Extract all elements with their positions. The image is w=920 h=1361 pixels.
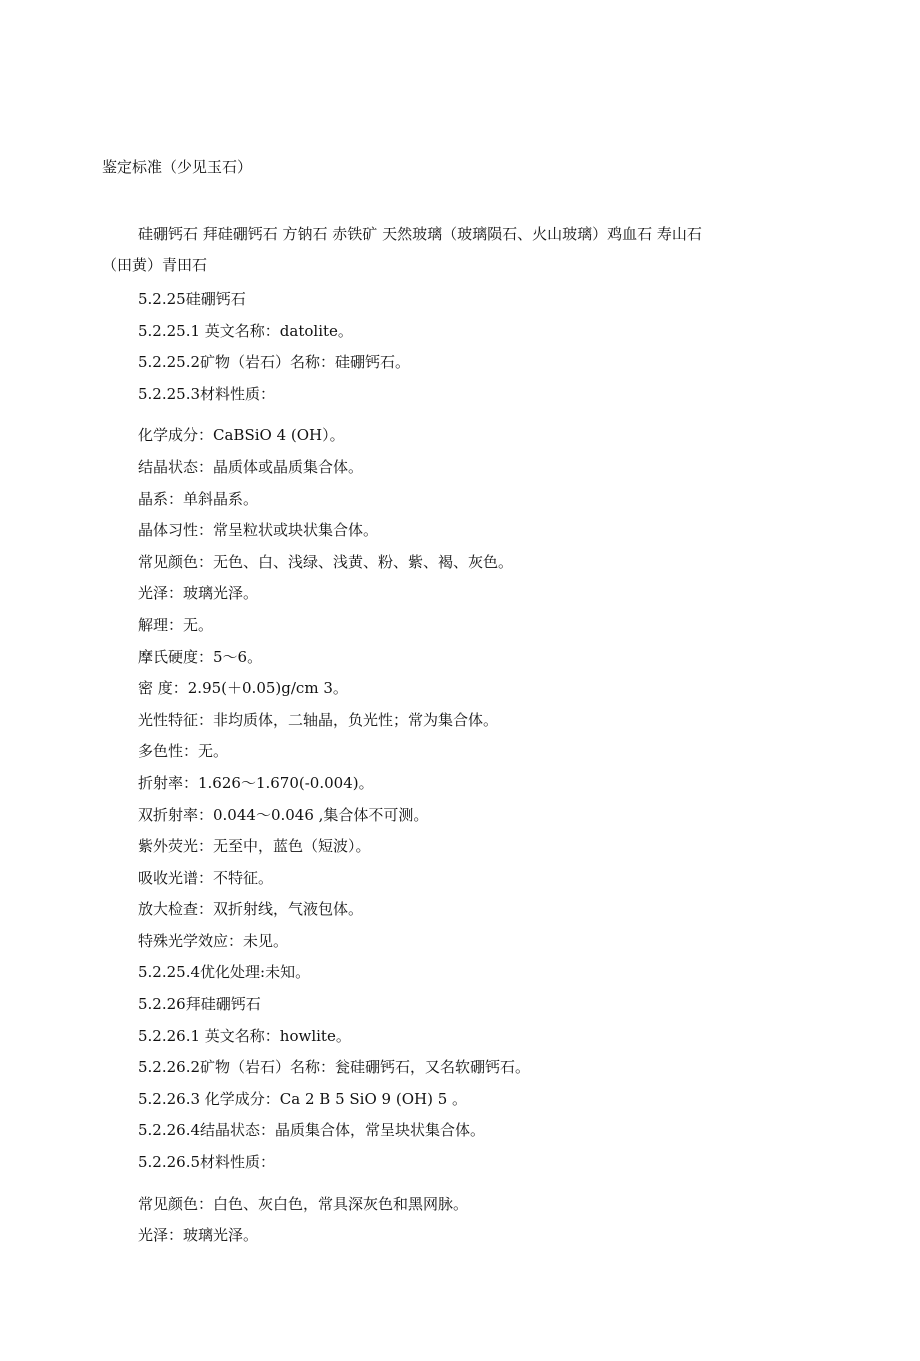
text-line: 5.2.25.1 英文名称：datolite。 (138, 321, 353, 340)
property-line: 放大检查：双折射线，气液包体。 (138, 900, 364, 919)
text-line: 5.2.26.4结晶状态：晶质集合体，常呈块状集合体。 (138, 1121, 486, 1140)
property-line: 多色性：无。 (138, 742, 229, 761)
property-line: 特殊光学效应：未见。 (138, 931, 289, 950)
content-lines (138, 284, 838, 1252)
subsection-heading: 5.2.26.5材料性质： (138, 1153, 276, 1172)
section-heading: 5.2.26拜硅硼钙石 (138, 995, 261, 1014)
section-heading: 5.2.25硅硼钙石 (138, 290, 246, 308)
property-line: 光泽：玻璃光泽。 (138, 584, 259, 603)
property-line: 结晶状态：晶质体或晶质集合体。 (138, 457, 364, 476)
text-line: 5.2.25.2矿物（岩石）名称：硅硼钙石。 (138, 353, 411, 372)
property-line: 双折射率：0.044～0.046 ,集合体不可测。 (138, 805, 429, 824)
property-line: 摩氏硬度：5～6。 (138, 647, 263, 666)
page-title: 鉴定标准（少见玉石） (102, 158, 253, 176)
property-line: 紫外荧光：无至中，蓝色（短波）。 (138, 837, 371, 856)
property-line: 化学成分：CaBSiO 4 (OH）。 (138, 426, 345, 445)
property-line: 密 度：2.95(＋0.05)g/cm 3。 (138, 679, 348, 698)
text-line: 5.2.26.3 化学成分：Ca 2 B 5 SiO 9 (OH) 5 。 (138, 1089, 468, 1108)
text-line: 5.2.26.2矿物（岩石）名称：瓮硅硼钙石，又名软硼钙石。 (138, 1058, 531, 1077)
property-line: 光性特征：非均质体，二轴晶，负光性；常为集合体。 (138, 710, 499, 729)
text-line: 5.2.26.1 英文名称：howlite。 (138, 1026, 351, 1045)
property-line: 晶系：单斜晶系。 (138, 489, 259, 508)
subsection-heading: 5.2.25.3材料性质： (138, 384, 276, 403)
property-line: 晶体习性：常呈粒状或块状集合体。 (138, 521, 379, 540)
property-line: 解理：无。 (138, 615, 214, 634)
text-line: 5.2.25.4优化处理:未知。 (138, 963, 311, 982)
property-line: 光泽：玻璃光泽。 (138, 1226, 259, 1245)
property-line: 常见颜色：无色、白、浅绿、浅黄、粉、紫、褐、灰色。 (138, 552, 514, 571)
intro-paragraph: 硅硼钙石 拜硅硼钙石 方钠石 赤铁矿 天然玻璃（玻璃陨石、火山玻璃）鸡血石 寿山石（田黄）青田石 (102, 225, 702, 274)
property-line: 吸收光谱：不特征。 (138, 868, 274, 887)
property-line: 折射率：1.626～1.670(-0.004)。 (138, 773, 374, 792)
property-line: 常见颜色：白色、灰白色，常具深灰色和黑网脉。 (138, 1194, 469, 1213)
